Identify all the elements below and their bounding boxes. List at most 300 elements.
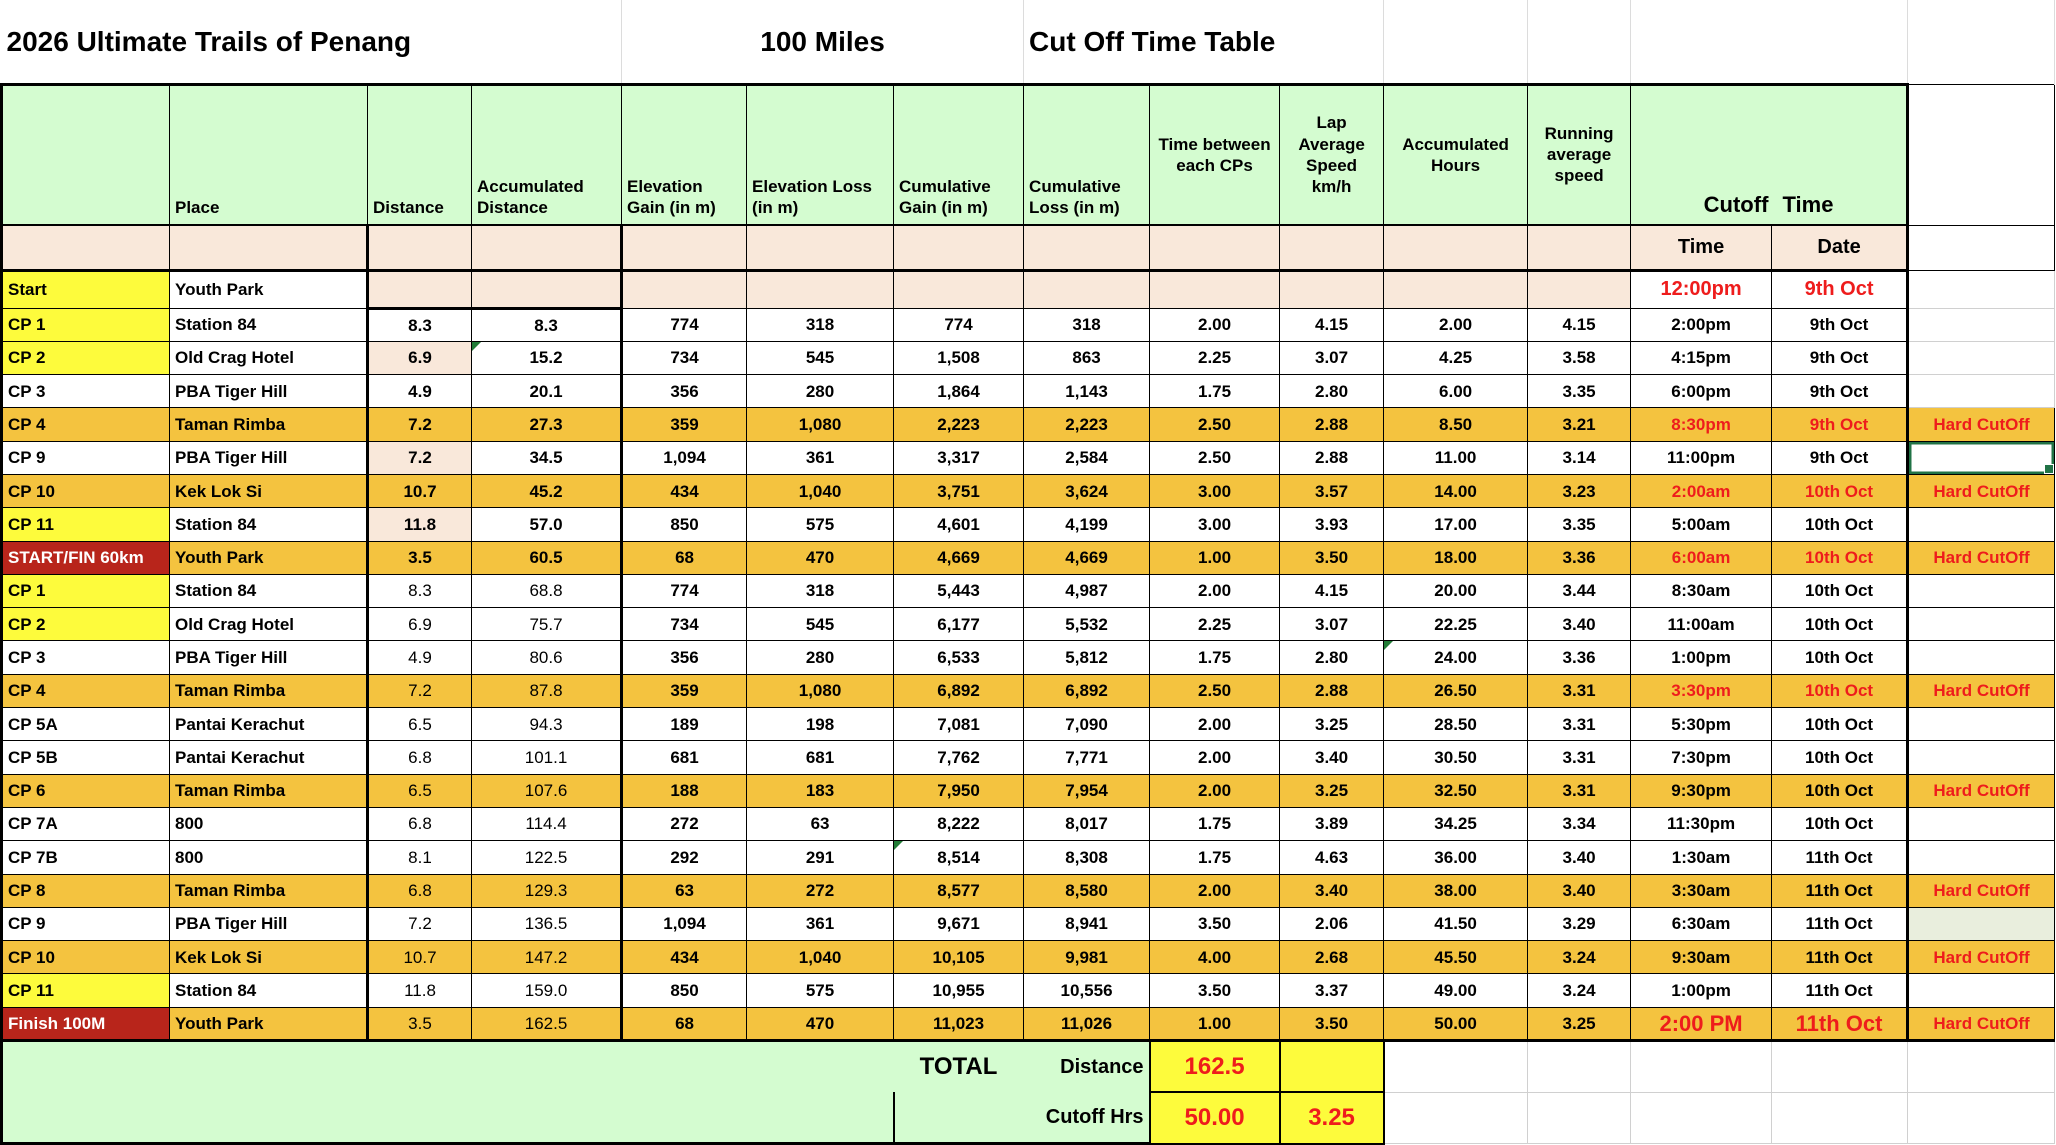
cumulative-gain-cell[interactable]: 4,669 bbox=[894, 541, 1024, 574]
cutoff-date-cell[interactable]: 9th Oct bbox=[1772, 408, 1908, 441]
elevation-loss-cell[interactable]: 361 bbox=[747, 907, 894, 940]
cutoff-time-cell[interactable]: 2:00am bbox=[1631, 474, 1772, 507]
distance-cell[interactable]: 6.9 bbox=[368, 608, 472, 641]
cutoff-date-cell[interactable]: 9th Oct bbox=[1772, 375, 1908, 408]
row-label[interactable]: CP 10 bbox=[2, 941, 170, 974]
distance-cell[interactable]: 11.8 bbox=[368, 974, 472, 1007]
accumulated-distance-cell[interactable]: 114.4 bbox=[472, 807, 622, 840]
cumulative-gain-cell[interactable]: 8,514 bbox=[894, 841, 1024, 874]
time-between-cell[interactable]: 2.25 bbox=[1150, 341, 1280, 374]
row-label[interactable]: CP 5B bbox=[2, 741, 170, 774]
running-average-speed-cell[interactable]: 3.23 bbox=[1528, 474, 1631, 507]
elevation-loss-cell[interactable]: 545 bbox=[747, 608, 894, 641]
row-label[interactable]: CP 7B bbox=[2, 841, 170, 874]
total-average-value[interactable]: 3.25 bbox=[1280, 1092, 1384, 1144]
elevation-gain-cell[interactable]: 434 bbox=[622, 941, 747, 974]
time-between-cell[interactable]: 2.50 bbox=[1150, 674, 1280, 707]
time-between-cell[interactable]: 2.00 bbox=[1150, 574, 1280, 607]
elevation-gain-cell[interactable]: 734 bbox=[622, 341, 747, 374]
running-average-speed-cell[interactable]: 3.31 bbox=[1528, 674, 1631, 707]
empty-cell[interactable] bbox=[747, 225, 894, 270]
col-header-running-average[interactable]: Running average speed bbox=[1528, 84, 1631, 225]
cutoff-date-cell[interactable]: 10th Oct bbox=[1772, 641, 1908, 674]
running-average-speed-cell[interactable]: 3.35 bbox=[1528, 508, 1631, 541]
distance-cell[interactable]: 6.5 bbox=[368, 708, 472, 741]
lap-average-speed-cell[interactable]: 3.07 bbox=[1280, 608, 1384, 641]
cutoff-date-cell[interactable]: 11th Oct bbox=[1772, 941, 1908, 974]
empty-cell[interactable] bbox=[368, 225, 472, 270]
accumulated-distance-cell[interactable]: 101.1 bbox=[472, 741, 622, 774]
note-cell[interactable] bbox=[1908, 608, 2055, 641]
row-label[interactable]: CP 3 bbox=[2, 375, 170, 408]
empty-cell[interactable] bbox=[1908, 84, 2055, 225]
place-cell[interactable]: Station 84 bbox=[170, 974, 368, 1007]
cutoff-time-cell[interactable]: 5:30pm bbox=[1631, 708, 1772, 741]
distance-cell[interactable]: 11.8 bbox=[368, 508, 472, 541]
cumulative-gain-cell[interactable]: 3,751 bbox=[894, 474, 1024, 507]
lap-average-speed-cell[interactable]: 3.25 bbox=[1280, 708, 1384, 741]
running-average-speed-cell[interactable]: 3.31 bbox=[1528, 774, 1631, 807]
cutoff-time-cell[interactable]: 1:00pm bbox=[1631, 641, 1772, 674]
cutoff-date-cell[interactable]: 10th Oct bbox=[1772, 774, 1908, 807]
row-label[interactable]: CP 8 bbox=[2, 874, 170, 907]
total-distance-label[interactable]: Distance bbox=[1024, 1041, 1150, 1093]
cutoff-date-cell[interactable]: 11th Oct bbox=[1772, 907, 1908, 940]
row-label[interactable]: START/FIN 60km bbox=[2, 541, 170, 574]
col-header-cumulative-gain[interactable]: Cumulative Gain (in m) bbox=[894, 84, 1024, 225]
time-between-cell[interactable]: 3.50 bbox=[1150, 974, 1280, 1007]
distance-cell[interactable]: 6.8 bbox=[368, 874, 472, 907]
accumulated-distance-cell[interactable]: 60.5 bbox=[472, 541, 622, 574]
empty-cell[interactable] bbox=[1384, 225, 1528, 270]
accumulated-hours-cell[interactable]: 34.25 bbox=[1384, 807, 1528, 840]
time-between-cell[interactable] bbox=[1150, 270, 1280, 308]
accumulated-distance-cell[interactable]: 162.5 bbox=[472, 1007, 622, 1040]
cutoff-date-cell[interactable]: 10th Oct bbox=[1772, 508, 1908, 541]
place-cell[interactable]: Old Crag Hotel bbox=[170, 608, 368, 641]
hard-cutoff-cell[interactable]: Hard CutOff bbox=[1908, 874, 2055, 907]
elevation-gain-cell[interactable]: 356 bbox=[622, 641, 747, 674]
elevation-loss-cell[interactable] bbox=[747, 270, 894, 308]
subheader-time[interactable]: Time bbox=[1631, 225, 1772, 270]
cumulative-loss-cell[interactable]: 5,532 bbox=[1024, 608, 1150, 641]
empty-cell[interactable] bbox=[1908, 0, 2055, 84]
place-cell[interactable]: Youth Park bbox=[170, 1007, 368, 1040]
place-cell[interactable]: Kek Lok Si bbox=[170, 941, 368, 974]
lap-average-speed-cell[interactable]: 2.88 bbox=[1280, 408, 1384, 441]
distance-cell[interactable]: 8.3 bbox=[368, 574, 472, 607]
running-average-speed-cell[interactable]: 3.29 bbox=[1528, 907, 1631, 940]
place-cell[interactable]: Station 84 bbox=[170, 574, 368, 607]
note-cell[interactable] bbox=[1908, 341, 2055, 374]
cumulative-loss-cell[interactable]: 6,892 bbox=[1024, 674, 1150, 707]
running-average-speed-cell[interactable]: 4.15 bbox=[1528, 308, 1631, 341]
note-cell[interactable] bbox=[1908, 641, 2055, 674]
cumulative-gain-cell[interactable]: 3,317 bbox=[894, 441, 1024, 474]
elevation-gain-cell[interactable] bbox=[622, 270, 747, 308]
cumulative-gain-cell[interactable]: 7,081 bbox=[894, 708, 1024, 741]
elevation-loss-cell[interactable]: 575 bbox=[747, 974, 894, 1007]
cumulative-gain-cell[interactable]: 8,577 bbox=[894, 874, 1024, 907]
cutoff-time-cell[interactable]: 1:00pm bbox=[1631, 974, 1772, 1007]
elevation-loss-cell[interactable]: 545 bbox=[747, 341, 894, 374]
elevation-gain-cell[interactable]: 188 bbox=[622, 774, 747, 807]
running-average-speed-cell[interactable]: 3.40 bbox=[1528, 608, 1631, 641]
hard-cutoff-cell[interactable]: Hard CutOff bbox=[1908, 1007, 2055, 1040]
running-average-speed-cell[interactable]: 3.40 bbox=[1528, 874, 1631, 907]
distance-cell[interactable]: 6.9 bbox=[368, 341, 472, 374]
elevation-gain-cell[interactable]: 850 bbox=[622, 508, 747, 541]
elevation-loss-cell[interactable]: 183 bbox=[747, 774, 894, 807]
elevation-gain-cell[interactable]: 68 bbox=[622, 1007, 747, 1040]
cutoff-time-cell[interactable]: 8:30pm bbox=[1631, 408, 1772, 441]
hard-cutoff-cell[interactable]: Hard CutOff bbox=[1908, 541, 2055, 574]
place-cell[interactable]: PBA Tiger Hill bbox=[170, 907, 368, 940]
elevation-gain-cell[interactable]: 774 bbox=[622, 574, 747, 607]
elevation-loss-cell[interactable]: 1,080 bbox=[747, 408, 894, 441]
cumulative-loss-cell[interactable]: 7,090 bbox=[1024, 708, 1150, 741]
distance-cell[interactable]: 4.9 bbox=[368, 641, 472, 674]
place-cell[interactable]: Youth Park bbox=[170, 270, 368, 308]
row-label[interactable]: CP 1 bbox=[2, 308, 170, 341]
cutoff-date-cell[interactable]: 10th Oct bbox=[1772, 574, 1908, 607]
row-label[interactable]: CP 4 bbox=[2, 674, 170, 707]
empty-cell[interactable] bbox=[1908, 1092, 2055, 1144]
empty-cell[interactable] bbox=[1384, 1041, 1528, 1093]
accumulated-distance-cell[interactable]: 8.3 bbox=[472, 308, 622, 341]
cutoff-date-cell[interactable]: 11th Oct bbox=[1772, 1007, 1908, 1040]
time-between-cell[interactable]: 2.00 bbox=[1150, 708, 1280, 741]
empty-cell[interactable] bbox=[1528, 225, 1631, 270]
running-average-speed-cell[interactable]: 3.36 bbox=[1528, 541, 1631, 574]
cumulative-gain-cell[interactable] bbox=[894, 270, 1024, 308]
cumulative-loss-cell[interactable]: 8,308 bbox=[1024, 841, 1150, 874]
elevation-gain-cell[interactable]: 359 bbox=[622, 408, 747, 441]
cutoff-date-cell[interactable]: 10th Oct bbox=[1772, 807, 1908, 840]
time-between-cell[interactable]: 1.75 bbox=[1150, 375, 1280, 408]
accumulated-distance-cell[interactable]: 147.2 bbox=[472, 941, 622, 974]
time-between-cell[interactable]: 2.50 bbox=[1150, 408, 1280, 441]
distance-cell[interactable]: 7.2 bbox=[368, 441, 472, 474]
accumulated-hours-cell[interactable]: 45.50 bbox=[1384, 941, 1528, 974]
cutoff-date-cell[interactable]: 10th Oct bbox=[1772, 608, 1908, 641]
place-cell[interactable]: Kek Lok Si bbox=[170, 474, 368, 507]
cumulative-gain-cell[interactable]: 7,950 bbox=[894, 774, 1024, 807]
cutoff-time-cell[interactable]: 11:30pm bbox=[1631, 807, 1772, 840]
accumulated-distance-cell[interactable]: 159.0 bbox=[472, 974, 622, 1007]
lap-average-speed-cell[interactable]: 3.07 bbox=[1280, 341, 1384, 374]
distance-cell[interactable]: 6.5 bbox=[368, 774, 472, 807]
hard-cutoff-cell[interactable]: Hard CutOff bbox=[1908, 774, 2055, 807]
total-cutoff-value[interactable]: 50.00 bbox=[1150, 1092, 1280, 1144]
accumulated-hours-cell[interactable]: 8.50 bbox=[1384, 408, 1528, 441]
subheader-date[interactable]: Date bbox=[1772, 225, 1908, 270]
lap-average-speed-cell[interactable]: 4.15 bbox=[1280, 574, 1384, 607]
accumulated-hours-cell[interactable]: 28.50 bbox=[1384, 708, 1528, 741]
accumulated-hours-cell[interactable]: 22.25 bbox=[1384, 608, 1528, 641]
distance-cell[interactable]: 8.3 bbox=[368, 308, 472, 341]
cumulative-loss-cell[interactable]: 5,812 bbox=[1024, 641, 1150, 674]
note-cell[interactable] bbox=[1908, 375, 2055, 408]
distance-cell[interactable]: 8.1 bbox=[368, 841, 472, 874]
note-cell[interactable] bbox=[1908, 907, 2055, 940]
empty-cell[interactable] bbox=[1280, 225, 1384, 270]
lap-average-speed-cell[interactable]: 3.50 bbox=[1280, 1007, 1384, 1040]
col-header-accumulated-distance[interactable]: Accumulated Distance bbox=[472, 84, 622, 225]
elevation-loss-cell[interactable]: 575 bbox=[747, 508, 894, 541]
cumulative-loss-cell[interactable]: 8,580 bbox=[1024, 874, 1150, 907]
elevation-loss-cell[interactable]: 1,040 bbox=[747, 474, 894, 507]
cumulative-gain-cell[interactable]: 11,023 bbox=[894, 1007, 1024, 1040]
elevation-loss-cell[interactable]: 280 bbox=[747, 641, 894, 674]
note-cell[interactable] bbox=[1908, 807, 2055, 840]
cutoff-time-cell[interactable]: 3:30pm bbox=[1631, 674, 1772, 707]
running-average-speed-cell[interactable] bbox=[1528, 270, 1631, 308]
cumulative-gain-cell[interactable]: 1,864 bbox=[894, 375, 1024, 408]
running-average-speed-cell[interactable]: 3.24 bbox=[1528, 941, 1631, 974]
lap-average-speed-cell[interactable]: 3.89 bbox=[1280, 807, 1384, 840]
elevation-loss-cell[interactable]: 318 bbox=[747, 574, 894, 607]
cumulative-loss-cell[interactable]: 10,556 bbox=[1024, 974, 1150, 1007]
elevation-loss-cell[interactable]: 198 bbox=[747, 708, 894, 741]
lap-average-speed-cell[interactable]: 3.40 bbox=[1280, 874, 1384, 907]
hard-cutoff-cell[interactable]: Hard CutOff bbox=[1908, 474, 2055, 507]
accumulated-hours-cell[interactable]: 14.00 bbox=[1384, 474, 1528, 507]
place-cell[interactable]: Taman Rimba bbox=[170, 874, 368, 907]
accumulated-distance-cell[interactable]: 87.8 bbox=[472, 674, 622, 707]
empty-cell[interactable] bbox=[894, 225, 1024, 270]
cutoff-date-cell[interactable]: 10th Oct bbox=[1772, 741, 1908, 774]
elevation-loss-cell[interactable]: 280 bbox=[747, 375, 894, 408]
note-cell[interactable] bbox=[1908, 574, 2055, 607]
accumulated-hours-cell[interactable]: 18.00 bbox=[1384, 541, 1528, 574]
empty-cell[interactable] bbox=[1908, 1041, 2055, 1093]
running-average-speed-cell[interactable]: 3.24 bbox=[1528, 974, 1631, 1007]
cumulative-loss-cell[interactable]: 4,199 bbox=[1024, 508, 1150, 541]
running-average-speed-cell[interactable]: 3.44 bbox=[1528, 574, 1631, 607]
note-cell[interactable] bbox=[1908, 841, 2055, 874]
place-cell[interactable]: PBA Tiger Hill bbox=[170, 441, 368, 474]
accumulated-hours-cell[interactable]: 26.50 bbox=[1384, 674, 1528, 707]
distance-cell[interactable]: 10.7 bbox=[368, 474, 472, 507]
time-between-cell[interactable]: 3.00 bbox=[1150, 508, 1280, 541]
cumulative-loss-cell[interactable]: 863 bbox=[1024, 341, 1150, 374]
cumulative-gain-cell[interactable]: 2,223 bbox=[894, 408, 1024, 441]
cutoff-date-cell[interactable]: 9th Oct bbox=[1772, 270, 1908, 308]
cutoff-time-cell[interactable]: 6:00am bbox=[1631, 541, 1772, 574]
note-cell[interactable] bbox=[1908, 270, 2055, 308]
total-label[interactable]: TOTAL bbox=[894, 1041, 1024, 1093]
row-label[interactable]: CP 3 bbox=[2, 641, 170, 674]
accumulated-hours-cell[interactable]: 36.00 bbox=[1384, 841, 1528, 874]
cutoff-time-cell[interactable]: 3:30am bbox=[1631, 874, 1772, 907]
cumulative-loss-cell[interactable] bbox=[1024, 270, 1150, 308]
col-header-cutoff-time[interactable]: Cutoff Time bbox=[1631, 84, 1908, 225]
cumulative-gain-cell[interactable]: 5,443 bbox=[894, 574, 1024, 607]
elevation-gain-cell[interactable]: 359 bbox=[622, 674, 747, 707]
cutoff-time-cell[interactable]: 7:30pm bbox=[1631, 741, 1772, 774]
cumulative-loss-cell[interactable]: 2,223 bbox=[1024, 408, 1150, 441]
accumulated-hours-cell[interactable]: 32.50 bbox=[1384, 774, 1528, 807]
elevation-loss-cell[interactable]: 291 bbox=[747, 841, 894, 874]
col-header-accumulated-hours[interactable]: Accumulated Hours bbox=[1384, 84, 1528, 225]
time-between-cell[interactable]: 1.75 bbox=[1150, 807, 1280, 840]
cutoff-time-cell[interactable]: 9:30pm bbox=[1631, 774, 1772, 807]
cutoff-time-cell[interactable]: 4:15pm bbox=[1631, 341, 1772, 374]
elevation-gain-cell[interactable]: 356 bbox=[622, 375, 747, 408]
cumulative-gain-cell[interactable]: 10,105 bbox=[894, 941, 1024, 974]
row-label[interactable]: CP 6 bbox=[2, 774, 170, 807]
elevation-gain-cell[interactable]: 292 bbox=[622, 841, 747, 874]
running-average-speed-cell[interactable]: 3.35 bbox=[1528, 375, 1631, 408]
row-label[interactable]: Finish 100M bbox=[2, 1007, 170, 1040]
empty-cell[interactable] bbox=[1528, 1092, 1631, 1144]
row-label[interactable]: CP 2 bbox=[2, 608, 170, 641]
distance-cell[interactable]: 3.5 bbox=[368, 541, 472, 574]
time-between-cell[interactable]: 1.00 bbox=[1150, 541, 1280, 574]
running-average-speed-cell[interactable]: 3.40 bbox=[1528, 841, 1631, 874]
empty-cell[interactable] bbox=[2, 225, 170, 270]
empty-cell[interactable] bbox=[1772, 1092, 1908, 1144]
elevation-gain-cell[interactable]: 774 bbox=[622, 308, 747, 341]
cutoff-date-cell[interactable]: 11th Oct bbox=[1772, 974, 1908, 1007]
accumulated-hours-cell[interactable]: 30.50 bbox=[1384, 741, 1528, 774]
accumulated-hours-cell[interactable]: 4.25 bbox=[1384, 341, 1528, 374]
cutoff-time-cell[interactable]: 8:30am bbox=[1631, 574, 1772, 607]
lap-average-speed-cell[interactable]: 4.63 bbox=[1280, 841, 1384, 874]
row-label[interactable]: CP 2 bbox=[2, 341, 170, 374]
col-header-elevation-loss[interactable]: Elevation Loss (in m) bbox=[747, 84, 894, 225]
row-label[interactable]: Start bbox=[2, 270, 170, 308]
elevation-gain-cell[interactable]: 1,094 bbox=[622, 907, 747, 940]
place-cell[interactable]: 800 bbox=[170, 841, 368, 874]
empty-cell[interactable] bbox=[622, 225, 747, 270]
cumulative-loss-cell[interactable]: 4,987 bbox=[1024, 574, 1150, 607]
elevation-gain-cell[interactable]: 1,094 bbox=[622, 441, 747, 474]
empty-cell[interactable] bbox=[1772, 1041, 1908, 1093]
cumulative-gain-cell[interactable]: 8,222 bbox=[894, 807, 1024, 840]
corner-header-cell[interactable] bbox=[2, 84, 170, 225]
row-label[interactable]: CP 4 bbox=[2, 408, 170, 441]
cumulative-loss-cell[interactable]: 7,771 bbox=[1024, 741, 1150, 774]
accumulated-distance-cell[interactable]: 15.2 bbox=[472, 341, 622, 374]
lap-average-speed-cell[interactable]: 2.88 bbox=[1280, 674, 1384, 707]
running-average-speed-cell[interactable]: 3.21 bbox=[1528, 408, 1631, 441]
place-cell[interactable]: Taman Rimba bbox=[170, 774, 368, 807]
cumulative-gain-cell[interactable]: 7,762 bbox=[894, 741, 1024, 774]
elevation-gain-cell[interactable]: 734 bbox=[622, 608, 747, 641]
cutoff-date-cell[interactable]: 9th Oct bbox=[1772, 308, 1908, 341]
cumulative-gain-cell[interactable]: 9,671 bbox=[894, 907, 1024, 940]
hard-cutoff-cell[interactable]: Hard CutOff bbox=[1908, 674, 2055, 707]
running-average-speed-cell[interactable]: 3.31 bbox=[1528, 741, 1631, 774]
place-cell[interactable]: Station 84 bbox=[170, 508, 368, 541]
empty-cell[interactable] bbox=[1528, 0, 1631, 84]
empty-cell[interactable] bbox=[1384, 0, 1528, 84]
running-average-speed-cell[interactable]: 3.25 bbox=[1528, 1007, 1631, 1040]
lap-average-speed-cell[interactable]: 3.25 bbox=[1280, 774, 1384, 807]
elevation-loss-cell[interactable]: 63 bbox=[747, 807, 894, 840]
accumulated-hours-cell[interactable] bbox=[1384, 270, 1528, 308]
cutoff-time-cell[interactable]: 11:00pm bbox=[1631, 441, 1772, 474]
cumulative-loss-cell[interactable]: 3,624 bbox=[1024, 474, 1150, 507]
row-label[interactable]: CP 11 bbox=[2, 974, 170, 1007]
total-area[interactable] bbox=[2, 1092, 894, 1144]
elevation-loss-cell[interactable]: 318 bbox=[747, 308, 894, 341]
col-header-distance[interactable]: Distance bbox=[368, 84, 472, 225]
time-between-cell[interactable]: 3.00 bbox=[1150, 474, 1280, 507]
row-label[interactable]: CP 9 bbox=[2, 907, 170, 940]
time-between-cell[interactable]: 1.75 bbox=[1150, 841, 1280, 874]
place-cell[interactable]: Pantai Kerachut bbox=[170, 708, 368, 741]
elevation-loss-cell[interactable]: 1,080 bbox=[747, 674, 894, 707]
accumulated-hours-cell[interactable]: 20.00 bbox=[1384, 574, 1528, 607]
hard-cutoff-cell[interactable]: Hard CutOff bbox=[1908, 941, 2055, 974]
place-cell[interactable]: Taman Rimba bbox=[170, 408, 368, 441]
place-cell[interactable]: Pantai Kerachut bbox=[170, 741, 368, 774]
cutoff-date-cell[interactable]: 10th Oct bbox=[1772, 674, 1908, 707]
lap-average-speed-cell[interactable]: 2.80 bbox=[1280, 641, 1384, 674]
place-cell[interactable]: 800 bbox=[170, 807, 368, 840]
note-cell[interactable] bbox=[1908, 441, 2055, 474]
time-between-cell[interactable]: 2.00 bbox=[1150, 774, 1280, 807]
note-cell[interactable] bbox=[1908, 308, 2055, 341]
elevation-gain-cell[interactable]: 850 bbox=[622, 974, 747, 1007]
accumulated-distance-cell[interactable]: 45.2 bbox=[472, 474, 622, 507]
running-average-speed-cell[interactable]: 3.36 bbox=[1528, 641, 1631, 674]
empty-cell[interactable] bbox=[1631, 0, 1908, 84]
total-cutoff-label[interactable]: Cutoff Hrs bbox=[1024, 1092, 1150, 1144]
accumulated-distance-cell[interactable]: 129.3 bbox=[472, 874, 622, 907]
cutoff-time-cell[interactable]: 2:00pm bbox=[1631, 308, 1772, 341]
lap-average-speed-cell[interactable]: 3.40 bbox=[1280, 741, 1384, 774]
running-average-speed-cell[interactable]: 3.14 bbox=[1528, 441, 1631, 474]
accumulated-distance-cell[interactable]: 75.7 bbox=[472, 608, 622, 641]
time-between-cell[interactable]: 2.25 bbox=[1150, 608, 1280, 641]
elevation-gain-cell[interactable]: 63 bbox=[622, 874, 747, 907]
running-average-speed-cell[interactable]: 3.58 bbox=[1528, 341, 1631, 374]
empty-cell[interactable] bbox=[1024, 225, 1150, 270]
row-label[interactable]: CP 9 bbox=[2, 441, 170, 474]
lap-average-speed-cell[interactable]: 2.88 bbox=[1280, 441, 1384, 474]
event-title[interactable]: 2026 Ultimate Trails of Penang bbox=[2, 0, 622, 84]
accumulated-distance-cell[interactable]: 20.1 bbox=[472, 375, 622, 408]
lap-average-speed-cell[interactable]: 2.68 bbox=[1280, 941, 1384, 974]
time-between-cell[interactable]: 1.75 bbox=[1150, 641, 1280, 674]
cumulative-loss-cell[interactable]: 1,143 bbox=[1024, 375, 1150, 408]
cumulative-loss-cell[interactable]: 2,584 bbox=[1024, 441, 1150, 474]
cutoff-time-cell[interactable]: 12:00pm bbox=[1631, 270, 1772, 308]
empty-cell[interactable] bbox=[472, 225, 622, 270]
accumulated-distance-cell[interactable]: 27.3 bbox=[472, 408, 622, 441]
accumulated-hours-cell[interactable]: 24.00 bbox=[1384, 641, 1528, 674]
race-distance-title[interactable]: 100 Miles bbox=[622, 0, 1024, 84]
hard-cutoff-cell[interactable]: Hard CutOff bbox=[1908, 408, 2055, 441]
cumulative-gain-cell[interactable]: 6,177 bbox=[894, 608, 1024, 641]
accumulated-hours-cell[interactable]: 50.00 bbox=[1384, 1007, 1528, 1040]
accumulated-hours-cell[interactable]: 6.00 bbox=[1384, 375, 1528, 408]
distance-cell[interactable]: 6.8 bbox=[368, 741, 472, 774]
empty-cell[interactable] bbox=[1908, 225, 2055, 270]
place-cell[interactable]: Taman Rimba bbox=[170, 674, 368, 707]
distance-cell[interactable]: 4.9 bbox=[368, 375, 472, 408]
time-between-cell[interactable]: 4.00 bbox=[1150, 941, 1280, 974]
accumulated-hours-cell[interactable]: 38.00 bbox=[1384, 874, 1528, 907]
elevation-loss-cell[interactable]: 272 bbox=[747, 874, 894, 907]
running-average-speed-cell[interactable]: 3.34 bbox=[1528, 807, 1631, 840]
time-between-cell[interactable]: 2.00 bbox=[1150, 874, 1280, 907]
distance-cell[interactable]: 3.5 bbox=[368, 1007, 472, 1040]
